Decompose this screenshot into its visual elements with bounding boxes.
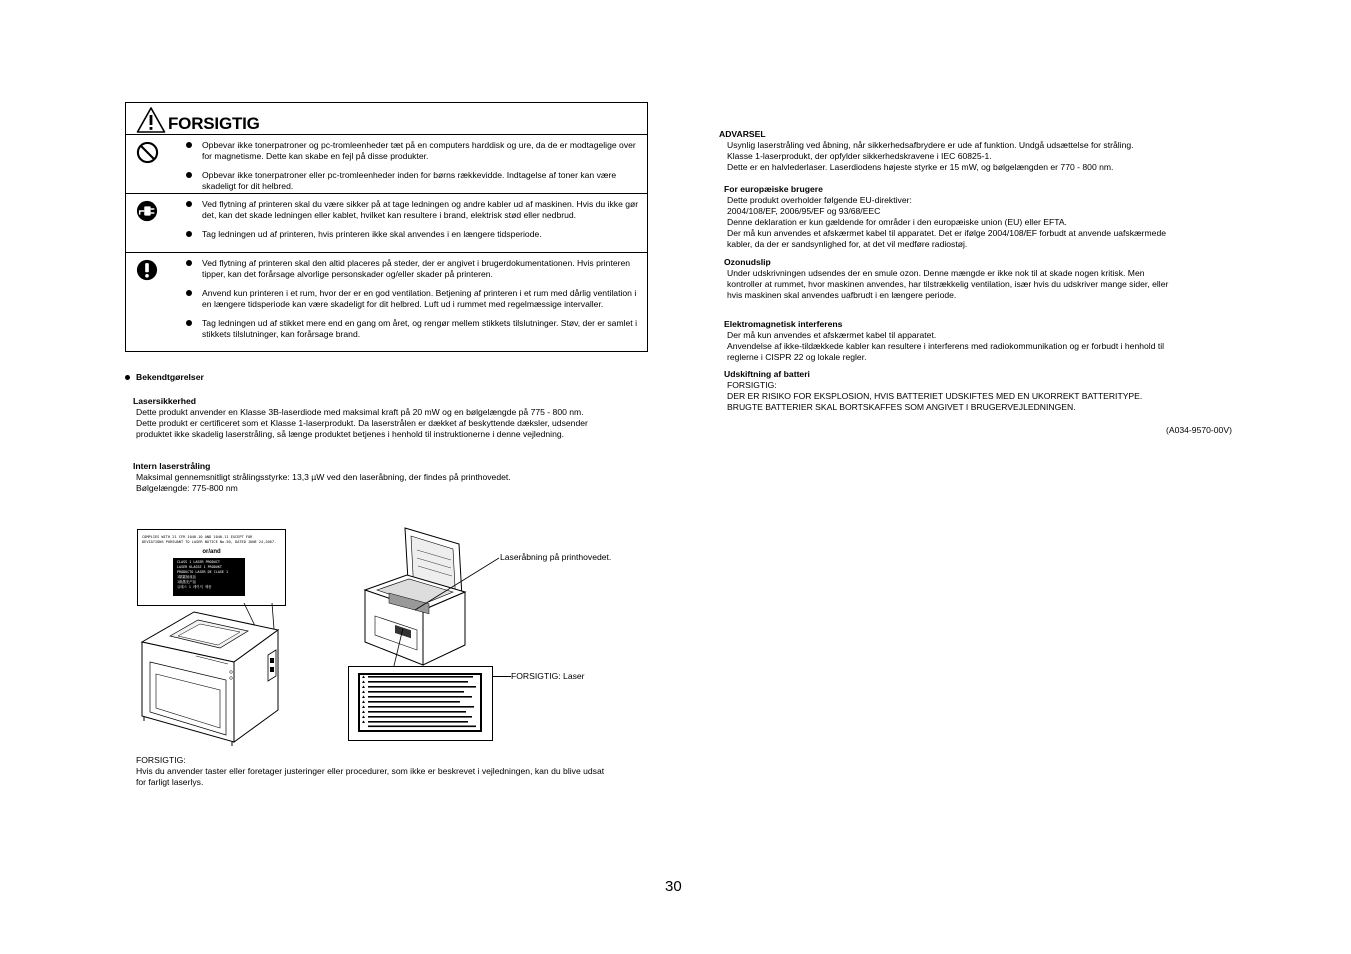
footer-caution-heading: FORSIGTIG: bbox=[136, 755, 186, 765]
eu-users-heading: For europæiske brugere bbox=[724, 184, 823, 194]
printer-illustration-open bbox=[355, 520, 515, 670]
caution-header bbox=[126, 103, 647, 135]
ozone-heading: Ozonudslip bbox=[724, 257, 771, 267]
ozone-text: Under udskrivningen udsendes der en smule ozon. Denne mængde er ikke nok til at skade nogen kritisk. Men kontroller at rummet, hvor maskinen anvendes, har tilstrækkelig ventilation, især hvis du udskriver mange sider, eller hvis maskinen skal anvendes uafbrudt i en længere periode. bbox=[727, 268, 1169, 300]
unplug-icon bbox=[136, 200, 158, 222]
printer-illustration-closed bbox=[136, 600, 296, 750]
label-line: COMPLIES WITH 21 CFR 1040.10 AND 1040.11 EXCEPT FOR bbox=[142, 535, 253, 539]
label-line: 1級激光产品 bbox=[177, 580, 196, 584]
prohibition-icon bbox=[136, 141, 159, 164]
battery-heading: Udskiftning af batteri bbox=[724, 369, 810, 379]
list-item: Tag ledningen ud af printeren, hvis printeren ikke skal anvendes i en længere tidsperiode. bbox=[202, 229, 639, 240]
label-orand: or/and bbox=[202, 549, 221, 555]
bullet-list bbox=[126, 194, 647, 244]
page-number: 30 bbox=[665, 878, 682, 895]
list-item: Anvend kun printeren i et rum, hvor der er en god ventilation. Betjening af printeren i et rum med dårlig ventilation i en længere tidsperiode kan være skadeligt for dit helbred. Luft ud i rummet med regelmæssige intervaller. bbox=[202, 288, 639, 310]
label-line: 1類鐳射產品 bbox=[177, 575, 196, 579]
internal-laser-text: Maksimal gennemsnitligt strålingsstyrke: 13,3 µW ved den laseråbning, der findes på printhovedet. Bølgelængde: 775-800 nm bbox=[136, 472, 511, 493]
warning-triangle-icon bbox=[136, 106, 166, 134]
label-line: DEVIATIONS PURSUANT TO LASER NOTICE No.50, DATED JUNE 24,2007. bbox=[142, 540, 277, 544]
laser-safety-heading: Lasersikkerhed bbox=[133, 396, 197, 406]
footer-caution-text: Hvis du anvender taster eller foretager justeringer eller procedurer, som ikke er beskrevet i vejledningen, kan du blive udsat for farligt laserlys. bbox=[136, 766, 605, 787]
internal-laser-heading: Intern laserstråling bbox=[133, 461, 211, 471]
eu-users-text: Dette produkt overholder følgende EU-direktiver: 2004/108/EF, 2006/95/EF og 93/68/EEC Denne deklaration er kun gældende for områder i den europæiske union (EU) eller EFTA. Der må kun anvendes et afskærmet kabel til apparatet. Det er ifølge 2004/108/EF forbudt at anvende uafskærmede kabler, da der er sandsynlighed for, at det vil medføre radiostøj. bbox=[727, 195, 1166, 249]
laser-safety-text: Dette produkt anvender en Klasse 3B-laserdiode med maksimal kraft på 20 mW og en bølgelængde på 775 - 800 nm. Dette produkt er certificeret som et Klasse 1-laserprodukt. Da laserstrålen er dækket af beskyttende dæksler, udsender produktet ikke skadelig laserstråling, så længe produktet betjenes i henhold til instruktionerne i denne vejledning. bbox=[136, 407, 588, 439]
compliance-label bbox=[137, 529, 286, 606]
callout-leader-line bbox=[493, 676, 511, 677]
label-line: PRODUCTO LASER DE CLASE 1 bbox=[177, 570, 229, 574]
notices-heading: Bekendtgørelser bbox=[125, 372, 1351, 383]
callout-laser-opening: Laseråbning på printhovedet. bbox=[500, 552, 612, 562]
bullet-list bbox=[126, 135, 647, 196]
document-code: (A034-9570-00V) bbox=[1166, 425, 1232, 435]
laser-warning-label bbox=[348, 666, 493, 741]
caution-row-unplug bbox=[126, 194, 647, 253]
warning-label-inner bbox=[358, 673, 482, 732]
battery-text: FORSIGTIG: DER ER RISIKO FOR EKSPLOSION, HVIS BATTERIET UDSKIFTES MED EN UKORREKT BATTERITYPE. BRUGTE BATTERIER SKAL BORTSKAFFES SOM ANGIVET I BRUGERVEJLEDNINGEN. bbox=[727, 380, 1143, 412]
list-item: Opbevar ikke tonerpatroner eller pc-tromleenheder inden for børns rækkevidde. Indtagelse af toner kan være skadeligt for dit helbred. bbox=[202, 170, 639, 192]
exclamation-icon bbox=[136, 259, 158, 281]
list-item: Ved flytning af printeren skal du være sikker på at tage ledningen og andre kabler ud af maskinen. Hvis du ikke gør det, kan det skade ledningen eller kablet, hvilket kan resultere i brand, elektrisk stød eller nedbrud. bbox=[202, 199, 639, 220]
caution-box bbox=[125, 102, 648, 352]
emi-text: Der må kun anvendes et afskærmet kabel til apparatet. Anvendelse af ikke-tildækkede kabler kan resultere i interferens med radiokommunikation og er forbudt i henhold til reglerne i CISPR 22 og lokale regler. bbox=[727, 330, 1165, 362]
warning-heading: ADVARSEL bbox=[719, 129, 766, 139]
caution-row-prohibit bbox=[126, 135, 647, 194]
class1-label bbox=[173, 558, 245, 596]
label-line: 클래스 1 레이저 제품 bbox=[177, 585, 212, 589]
list-item: Opbevar ikke tonerpatroner og pc-tromleenheder tæt på en computers harddisk og ure, da de er modtagelige over for magnetisme. Dette kan skabe en fejl på disse produkter. bbox=[202, 140, 639, 162]
caution-title: FORSIGTIG bbox=[168, 114, 260, 133]
emi-heading: Elektromagnetisk interferens bbox=[724, 319, 843, 329]
list-item: Ved flytning af printeren skal den altid placeres på steder, der er angivet i brugerdokumentationen. Hvis printeren tipper, kan det forårsage alvorlige personskader og/eller skader på printeren. bbox=[202, 258, 639, 280]
label-line: LASER KLASSE 1 PRODUKT bbox=[177, 565, 222, 569]
callout-caution-laser: FORSIGTIG: Laser bbox=[511, 671, 585, 681]
label-line: CLASS 1 LASER PRODUCT bbox=[177, 560, 220, 564]
warning-text: Usynlig laserstråling ved åbning, når sikkerhedsafbrydere er ude af funktion. Undgå udsættelse for stråling. Klasse 1-laserprodukt, der opfylder sikkerhedskravene i IEC 60825-1. Dette er en halvlederlaser. Laserdiodens højeste styrke er 15 mW, og bølgelængden er 770 - 800 nm. bbox=[727, 140, 1134, 172]
bullet-list bbox=[126, 253, 647, 344]
warning-label-text-lines bbox=[360, 675, 480, 730]
caution-row-exclamation bbox=[126, 253, 647, 351]
list-item: Tag ledningen ud af stikket mere end en gang om året, og rengør mellem stikkets tilslutninger. Støv, der er samlet i stikkets tilslutninger, kan forårsage brand. bbox=[202, 318, 637, 339]
